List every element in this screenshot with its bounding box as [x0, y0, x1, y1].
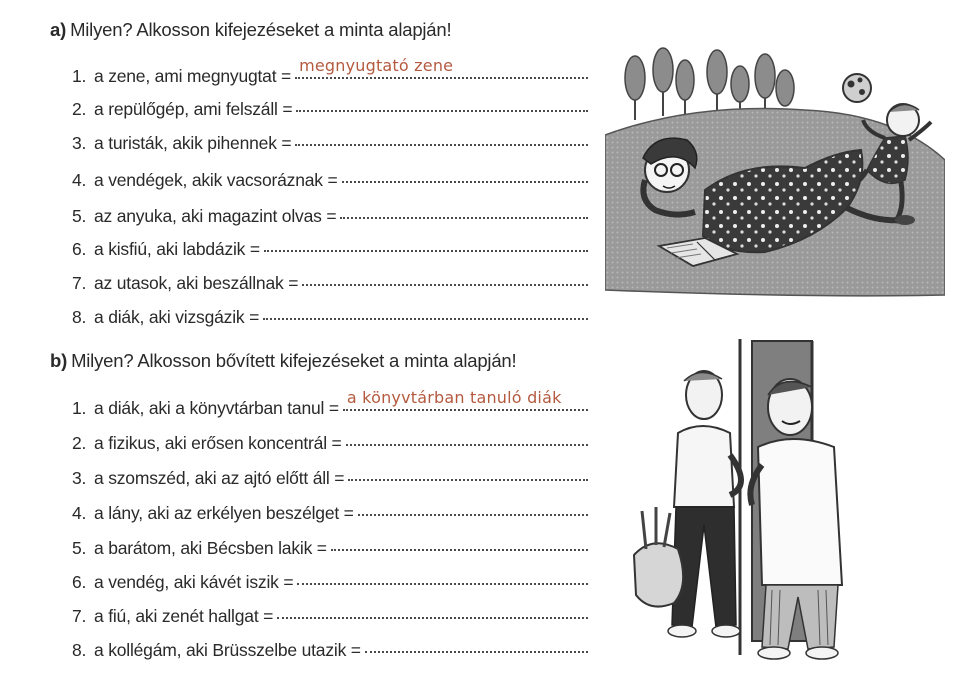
answer-field[interactable] [295, 126, 588, 146]
answer-field[interactable] [263, 300, 588, 320]
item-prompt: a vendég, aki kávét iszik = [94, 571, 294, 592]
item-number: 6. [72, 571, 87, 592]
list-item-a-8 [72, 303, 588, 328]
section-a-title [50, 19, 451, 41]
item-number: 4. [72, 502, 87, 523]
list-item-b-7 [72, 602, 588, 627]
list-item-b-8 [72, 636, 588, 661]
item-number: 3. [72, 467, 87, 488]
list-item-b-1 [72, 387, 588, 419]
list-item-b-2 [72, 429, 588, 454]
item-prompt: a szomszéd, aki az ajtó előtt áll = [94, 467, 345, 488]
item-prompt: a kisfiú, aki labdázik = [94, 238, 260, 259]
answer-field[interactable] [358, 496, 588, 516]
item-number: 3. [72, 132, 87, 153]
item-number: 5. [72, 537, 87, 558]
list-item-a-7 [72, 269, 588, 294]
item-prompt: a diák, aki a könyvtárban tanul = [94, 397, 339, 418]
section-b-letter: b) [50, 350, 68, 371]
item-prompt: az anyuka, aki magazint olvas = [94, 205, 337, 226]
item-number: 7. [72, 272, 87, 293]
item-prompt: a turisták, akik pihennek = [94, 132, 292, 153]
item-number: 1. [72, 65, 87, 86]
answer-field[interactable] [365, 633, 588, 653]
item-prompt: a fiú, aki zenét hallgat = [94, 605, 274, 626]
answer-field[interactable] [296, 92, 588, 112]
item-number: 4. [72, 169, 87, 190]
answer-field[interactable] [346, 426, 588, 446]
list-item-a-6 [72, 235, 588, 260]
section-b-instruction: Milyen? Alkosson bővített kifejezéseket a minta alapján! [71, 350, 517, 371]
list-item-a-3 [72, 129, 588, 154]
list-item-a-4 [72, 166, 588, 191]
answer-field[interactable] [302, 266, 588, 286]
list-item-a-5 [72, 202, 588, 227]
answer-field[interactable] [342, 163, 588, 183]
list-item-b-6 [72, 568, 588, 593]
item-prompt: a barátom, aki Bécsben lakik = [94, 537, 327, 558]
answer-field[interactable] [331, 531, 588, 551]
item-number: 2. [72, 98, 87, 119]
item-prompt: a kollégám, aki Brüsszelbe utazik = [94, 639, 361, 660]
item-prompt: az utasok, aki beszállnak = [94, 272, 299, 293]
list-item-b-5 [72, 534, 588, 559]
item-prompt: a fizikus, aki erősen koncentrál = [94, 432, 342, 453]
answer-field[interactable] [277, 599, 588, 619]
section-a-letter: a) [50, 19, 67, 40]
item-number: 7. [72, 605, 87, 626]
doorway-scene-illustration [612, 335, 947, 665]
list-item-b-4 [72, 499, 588, 524]
park-scene-illustration [605, 40, 945, 300]
item-number: 8. [72, 639, 87, 660]
answer-field[interactable] [295, 55, 588, 79]
item-number: 5. [72, 205, 87, 226]
item-prompt: a repülőgép, ami felszáll = [94, 98, 293, 119]
item-number: 6. [72, 238, 87, 259]
list-item-a-2 [72, 95, 588, 120]
handwritten-answer: a könyvtárban tanuló diák [346, 387, 562, 407]
answer-field[interactable] [348, 461, 588, 481]
item-prompt: a vendégek, akik vacsoráznak = [94, 169, 338, 190]
item-number: 8. [72, 306, 87, 327]
item-prompt: a lány, aki az erkélyen beszélget = [94, 502, 354, 523]
section-a-instruction: Milyen? Alkosson kifejezéseket a minta alapján! [70, 19, 452, 40]
answer-field[interactable] [297, 565, 588, 585]
list-item-b-3 [72, 464, 588, 489]
item-prompt: a zene, ami megnyugtat = [94, 65, 292, 86]
answer-field[interactable] [343, 387, 588, 411]
item-number: 1. [72, 397, 87, 418]
item-number: 2. [72, 432, 87, 453]
item-prompt: a diák, aki vizsgázik = [94, 306, 260, 327]
list-item-a-1 [72, 55, 588, 87]
handwritten-answer: megnyugtató zene [299, 55, 454, 75]
section-b-title [50, 350, 516, 372]
answer-field[interactable] [264, 232, 588, 252]
answer-field[interactable] [340, 199, 588, 219]
